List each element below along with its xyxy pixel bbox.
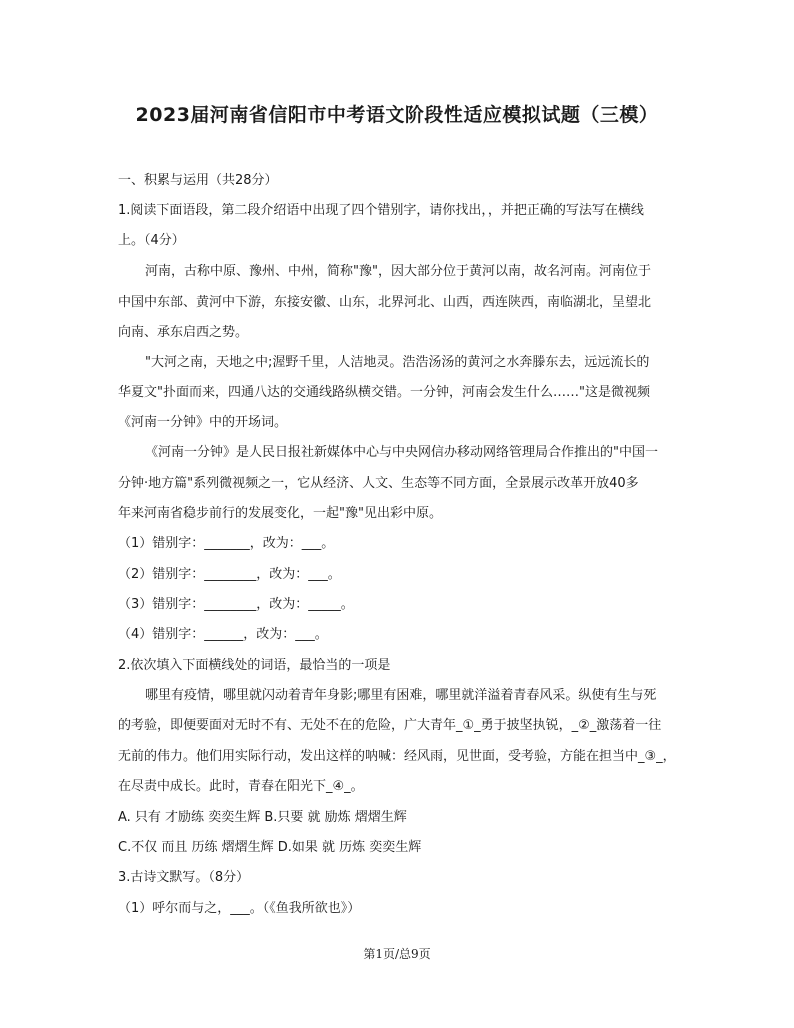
passage-paragraph-1-line-2: 中国中东部、黄河中下游，东接安徽、山东，北界河北、山西，西连陕西，南临湖北，呈望北 [118,295,652,310]
passage-paragraph-2-line-2: 华夏文"扑面而来，四通八达的交通线路纵横交错。一分钟，河南会发生什么……"这是微视频 [118,385,650,400]
passage-paragraph-1: 河南，古称中原、豫州、中州，简称"豫"，因大部分位于黄河以南，故名河南。河南位于 [145,264,651,279]
page-footer: 第1页/总9页 [363,947,431,961]
question-2-options-ab[interactable]: A. 只有 才励练 奕奕生辉 B.只要 就 励炼 熠熠生辉 [118,810,407,825]
question-2-options-cd[interactable]: C.不仅 而且 历练 熠熠生辉 D.如果 就 历炼 奕奕生辉 [118,840,422,855]
section-heading: 一、积累与运用（共28分） [118,173,278,188]
question-2-passage-line-3: 无前的伟力。他们用实际行动，发出这样的呐喊：经风雨，见世面，受考验，方能在担当中_③_， [118,749,676,764]
answer-blank-1[interactable]: （1）错别字：_______，改为：___。 [118,536,335,551]
passage-paragraph-3-line-3: 年来河南省稳步前行的发展变化，一起"豫"见出彩中原。 [118,506,442,521]
passage-paragraph-2: "大河之南，天地之中;渥野千里，人洁地灵。浩浩汤汤的黄河之水奔滕东去，远远流长的 [145,355,650,370]
question-1-stem: 1.阅读下面语段，第二段介绍语中出现了四个错别字，请你找出，，并把正确的写法写在横线 [118,203,644,218]
question-3-stem: 3.古诗文默写。（8分） [118,870,250,885]
question-2-passage: 哪里有疫情，哪里就闪动着青年身影;哪里有困难，哪里就洋溢着青春风采。纵使有生与死 [145,688,657,703]
answer-blank-2[interactable]: （2）错别字：________，改为：___。 [118,567,341,582]
passage-paragraph-3: 《河南一分钟》是人民日报社新媒体中心与中央网信办移动网络管理局合作推出的"中国一 [145,445,658,460]
question-2-passage-line-2: 的考验，即便要面对无时不有、无处不在的危险，广大青年_①_勇于披坚执锐，_②_激荡着一往 [118,718,662,733]
passage-paragraph-3-line-2: 分钟·地方篇"系列微视频之一，它从经济、人文、生态等不同方面，全景展示改革开放40多 [118,476,639,491]
question-2-stem: 2.依次填入下面横线处的词语，最恰当的一项是 [118,658,391,673]
page-title: 2023届河南省信阳市中考语文阶段性适应模拟试题（三模） [135,104,659,126]
answer-blank-4[interactable]: （4）错别字：______，改为：___。 [118,627,328,642]
passage-paragraph-1-line-3: 向南、承东启西之势。 [118,325,249,340]
question-3-item-1[interactable]: （1）呼尔而与之，___。（《鱼我所欲也》） [118,901,361,916]
passage-paragraph-2-line-3: 《河南一分钟》中的开场词。 [118,415,288,430]
question-2-passage-line-4: 在尽责中成长。此时，青春在阳光下_④_。 [118,779,364,794]
answer-blank-3[interactable]: （3）错别字：________，改为：_____。 [118,597,354,612]
question-1-stem-cont: 上。（4分） [118,233,185,248]
